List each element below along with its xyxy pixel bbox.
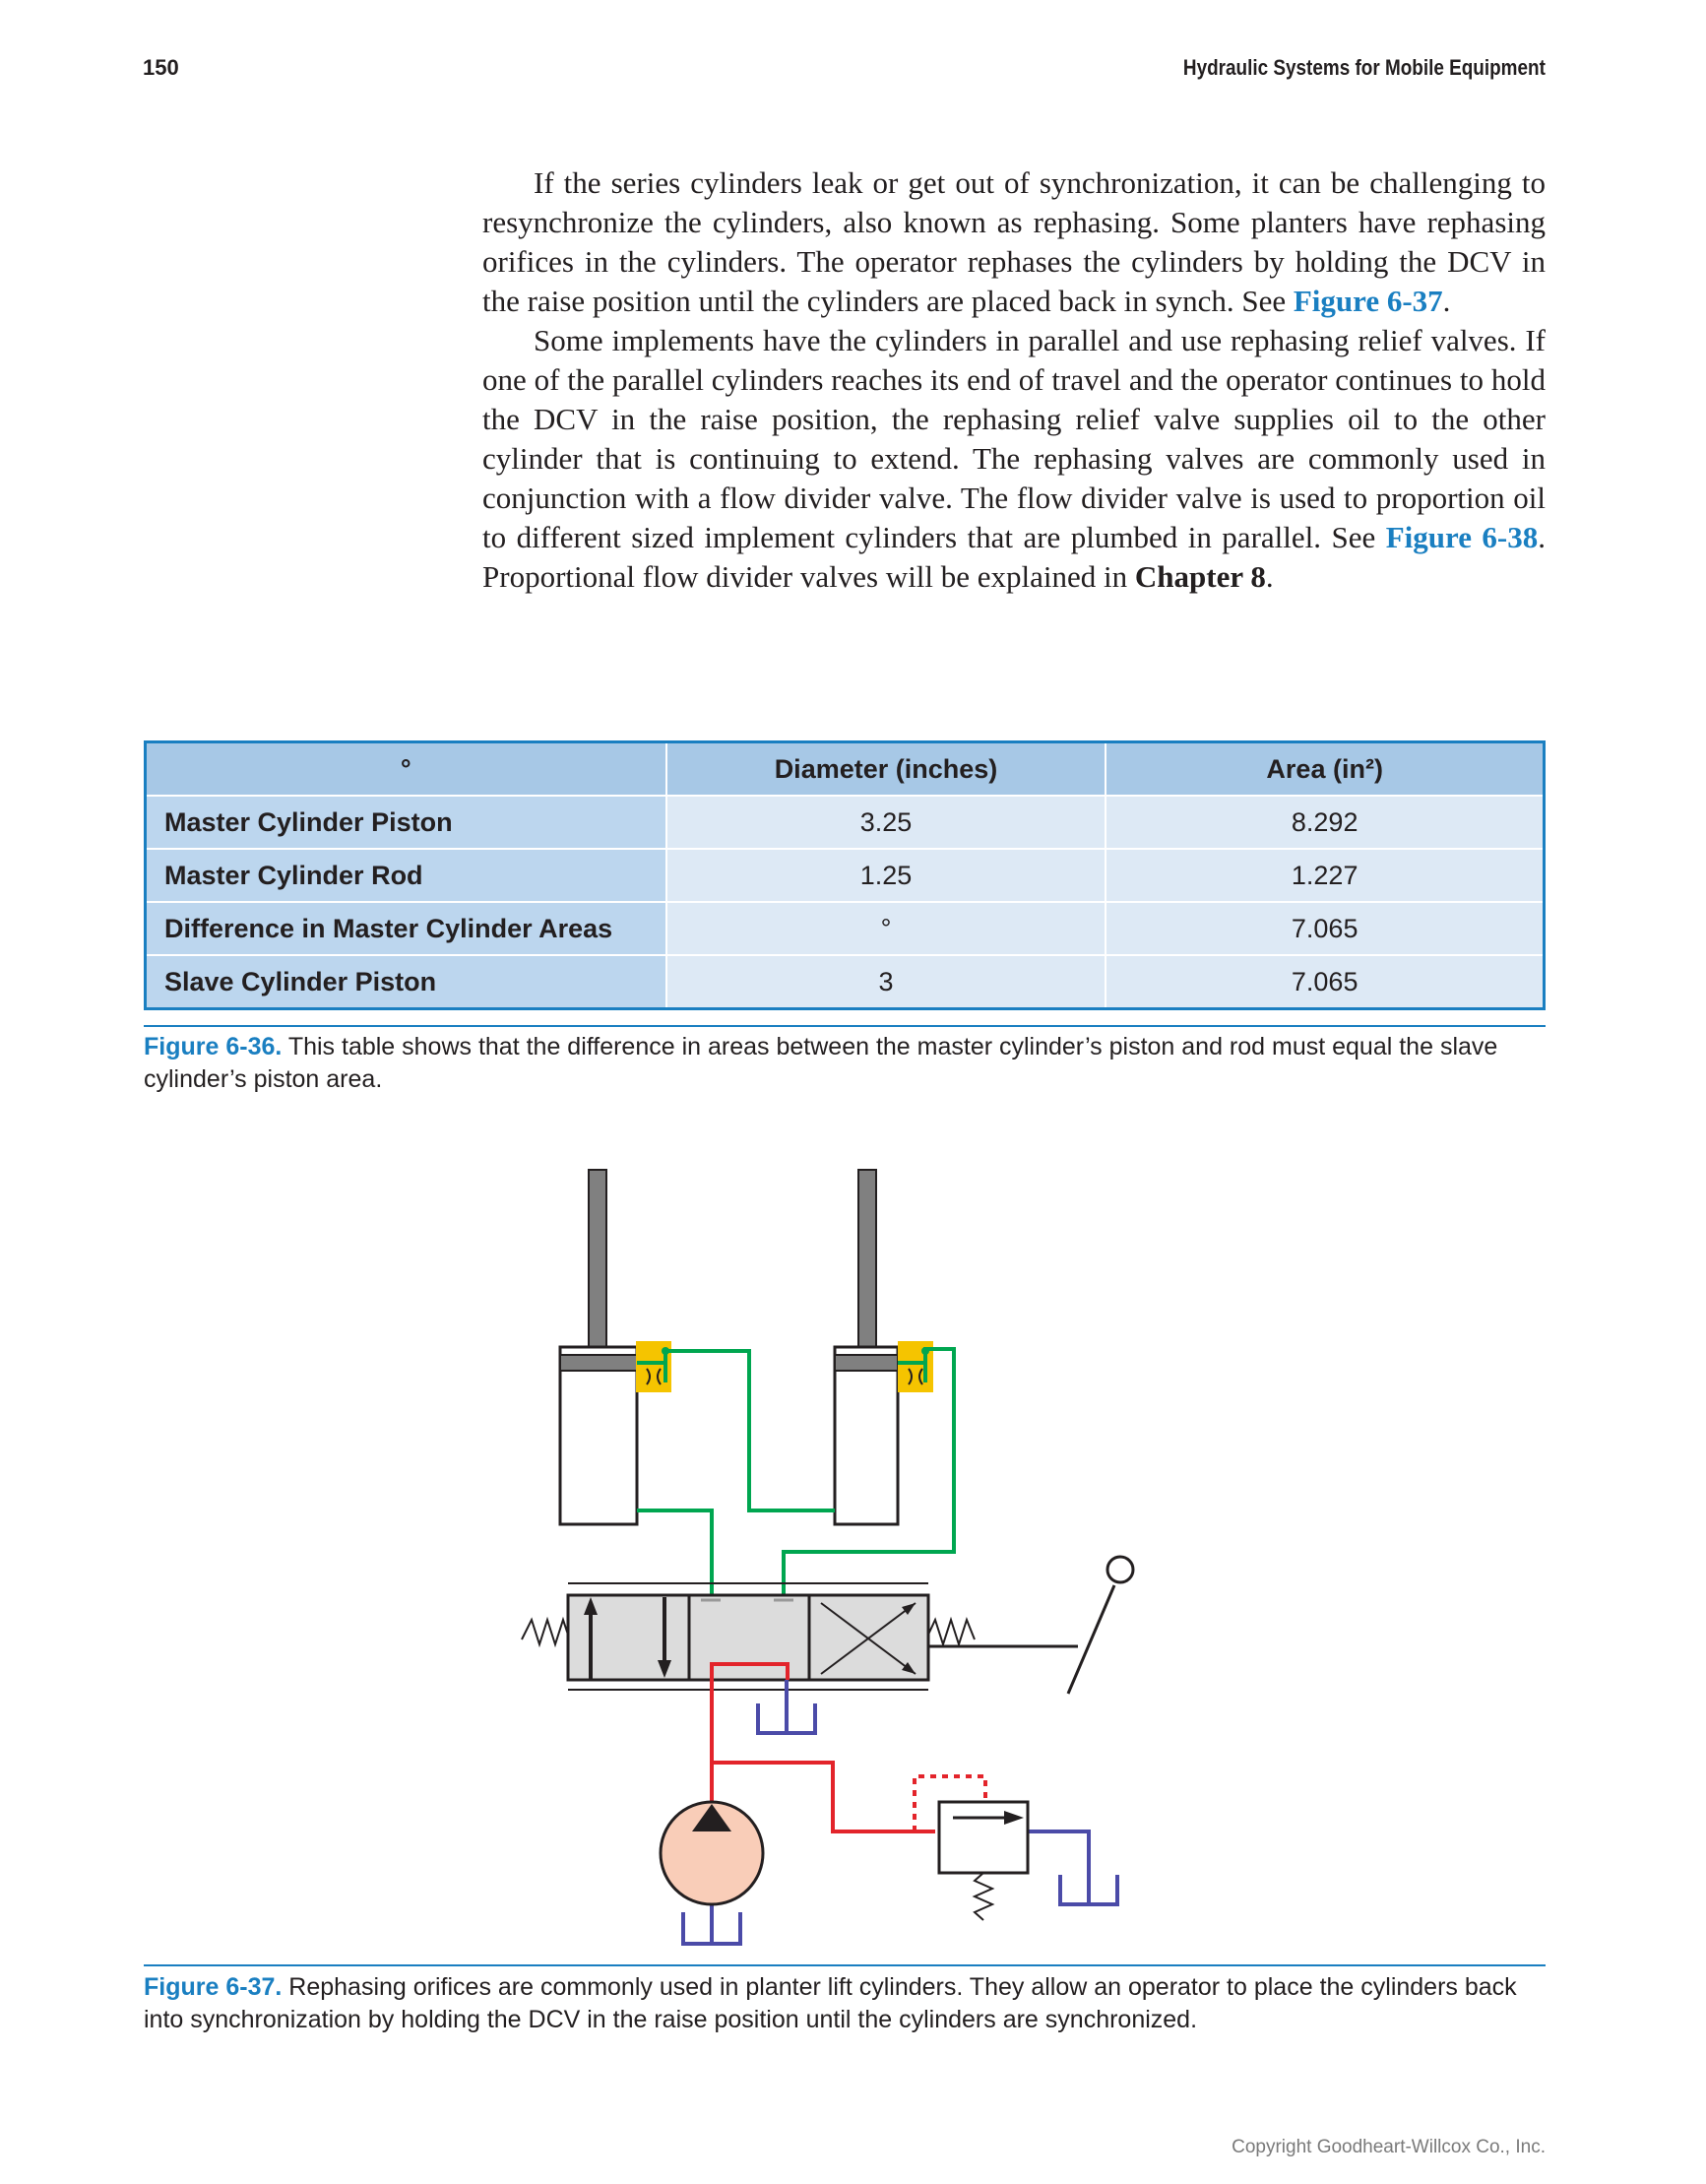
lever-knob [1107,1557,1133,1582]
row-label: Difference in Master Cylinder Areas [146,902,666,955]
figure-6-37-text: Rephasing orifices are commonly used in planter lift cylinders. They allow an operator to place the cylinders back into synchronization by holding the DCV in the raise position until the cylinders are synchronized. [144,1973,1517,2033]
table-cell: ° [666,902,1106,955]
figure-6-37-label: Figure 6-37. [144,1973,283,2001]
cylinder-right [835,1170,933,1524]
cylinder-rod [589,1170,606,1355]
running-header: Hydraulic Systems for Mobile Equipment [1183,55,1546,80]
figure-6-36-label: Figure 6-36. [144,1033,283,1060]
cylinder-left [560,1170,671,1524]
paragraph-1-text: If the series cylinders leak or get out of synchronization, it can be challenging to resynchronize the cylinders, also known as rephasing. Some planters have rephasing orifices in the cylinders. The operator rephases the cylinders by holding the DCV in the raise position until the cylinders are placed back in synch. See [482,165,1546,318]
tank-symbols [683,1680,1117,1944]
table-header-cell: Diameter (inches) [666,742,1106,797]
paragraph-2-end: . [1265,559,1274,594]
junction-dot [662,1347,669,1355]
lever-handle [1068,1585,1114,1694]
table-cell: 7.065 [1106,902,1544,955]
junction-dot [921,1347,929,1355]
chapter-8-reference: Chapter 8 [1134,559,1266,594]
cylinder-barrel [835,1347,898,1524]
figure-6-36-text: This table shows that the difference in areas between the master cylinder’s piston and rod must equal the slave cylinder’s piston area. [144,1033,1498,1093]
cylinder-piston [835,1355,898,1371]
paragraph-2-mid: . Proportional flow divider valves will be explained in [482,520,1546,594]
row-label: Slave Cylinder Piston [146,955,666,1009]
table-header-cell: Area (in²) [1106,742,1544,797]
spring-icon [522,1620,568,1644]
table-cell: 1.227 [1106,849,1544,902]
figure-6-37-caption [144,1971,1546,2036]
spring-icon [975,1873,992,1920]
page-number: 150 [143,55,179,80]
figure-6-38-link[interactable]: Figure 6-38 [1385,520,1539,554]
table-cell: 8.292 [1106,796,1544,849]
figure-6-37-rule [144,1964,1546,1966]
table-cell: 3 [666,955,1106,1009]
table-header-cell: ° [146,742,666,797]
relief-valve-icon [939,1802,1028,1920]
table-cell: 3.25 [666,796,1106,849]
spring-icon [928,1620,975,1644]
pump-icon [661,1802,763,1904]
paragraph-1-end: . [1442,284,1451,318]
figure-6-37-link[interactable]: Figure 6-37 [1293,284,1443,318]
row-label: Master Cylinder Rod [146,849,666,902]
table-cell: 1.25 [666,849,1106,902]
row-label: Master Cylinder Piston [146,796,666,849]
directional-control-valve [522,1557,1133,1694]
paragraph-2-text: Some implements have the cylinders in parallel and use rephasing relief valves. If one of the parallel cylinders reaches its end of travel and the operator continues to hold the DCV in the raise position, the rephasing relief valve supplies oil to the other cylinder that is continuing to extend. The rephasing valves are commonly used in conjunction with a flow divider valve. The flow divider valve is used to proportion oil to different sized implement cylinders that are plumbed in parallel. See [482,323,1546,554]
table-cell: 7.065 [1106,955,1544,1009]
cylinder-piston [560,1355,637,1371]
cylinder-barrel [560,1347,637,1524]
copyright-notice: Copyright Goodheart-Willcox Co., Inc. [1232,2137,1546,2157]
cylinder-rod [858,1170,876,1355]
